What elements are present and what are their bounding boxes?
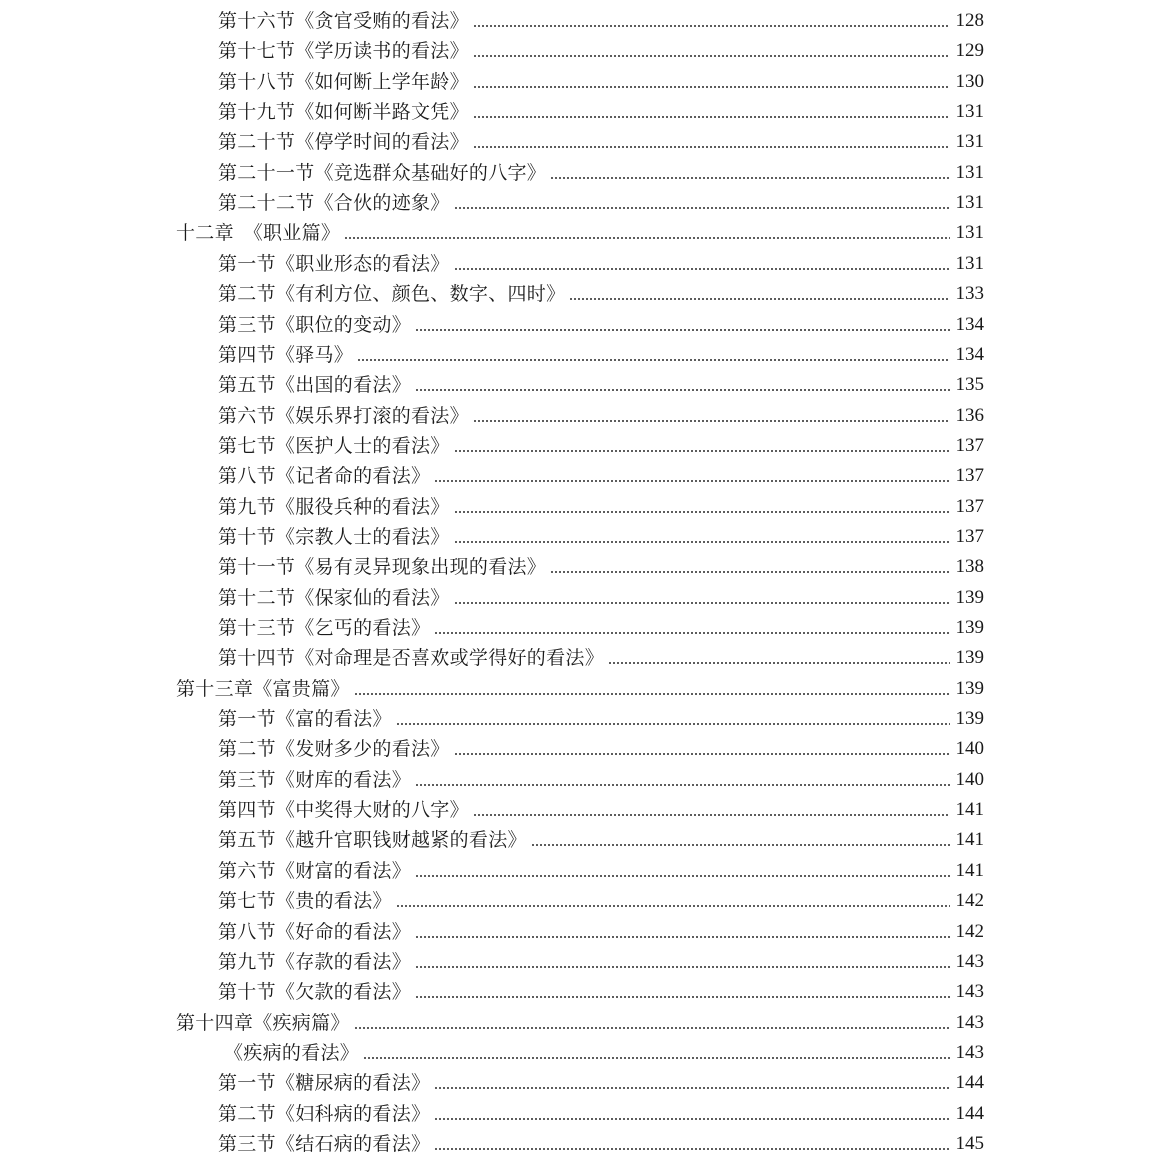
toc-entry[interactable]: [0, 973, 1161, 1003]
toc-entry-page-number: 135: [955, 374, 984, 396]
dot-leader: [473, 25, 950, 27]
toc-entry-page-number: 136: [955, 404, 984, 426]
toc-entry-page-number: 137: [955, 434, 984, 456]
toc-entry-page-number: 139: [955, 617, 984, 638]
toc-entry-page-number: 141: [955, 799, 984, 821]
dot-leader: [473, 86, 950, 88]
dot-leader: [454, 450, 950, 452]
toc-entry-page-number: 143: [955, 1041, 984, 1063]
toc-entry[interactable]: [0, 336, 1161, 366]
toc-entry-page-number: 143: [955, 950, 984, 972]
toc-entry-title: 第十二节《保家仙的看法》: [218, 586, 450, 609]
dot-leader: [454, 511, 950, 513]
toc-entry-title: 第十七节《学历读书的看法》: [218, 40, 469, 63]
toc-entry-page-number: 134: [955, 343, 984, 365]
toc-entry-page-number: 142: [955, 920, 984, 942]
toc-entry[interactable]: [0, 791, 1161, 821]
toc-entry-title: 第十四节《对命理是否喜欢或学得好的看法》: [218, 647, 605, 670]
toc-entry[interactable]: [0, 518, 1161, 548]
toc-entry-page-number: 130: [955, 70, 984, 92]
toc-entry-page-number: 128: [955, 10, 984, 31]
toc-entry[interactable]: [0, 670, 1161, 700]
toc-entry-page-number: 131: [955, 192, 984, 214]
toc-entry[interactable]: [0, 32, 1161, 62]
dot-leader: [473, 420, 950, 422]
toc-entry-title: 第十一节《易有灵异现象出现的看法》: [218, 556, 547, 579]
toc-entry[interactable]: [0, 427, 1161, 457]
dot-leader: [354, 1027, 950, 1029]
toc-entry-title: 第二节《有利方位、颜色、数字、四时》: [218, 283, 566, 306]
toc-entry[interactable]: [0, 579, 1161, 609]
dot-leader: [454, 602, 950, 604]
toc-entry-title: 第十三节《乞丐的看法》: [218, 617, 431, 639]
dot-leader: [473, 116, 950, 118]
toc-entry-page-number: 131: [955, 161, 984, 183]
dot-leader: [344, 237, 950, 239]
toc-entry-page-number: 141: [955, 829, 984, 851]
toc-entry[interactable]: [0, 913, 1161, 943]
toc-entry-title: 第一节《富的看法》: [218, 708, 392, 731]
toc-entry-page-number: 140: [955, 768, 984, 790]
dot-leader: [415, 329, 950, 331]
toc-entry[interactable]: [0, 639, 1161, 669]
toc-entry-title: 第十四章《疾病篇》: [176, 1011, 350, 1034]
toc-entry[interactable]: [0, 184, 1161, 214]
toc-entry-page-number: 131: [955, 252, 984, 274]
dot-leader: [396, 905, 950, 907]
dot-leader: [354, 693, 950, 695]
toc-entry-title: 第十八节《如何断上学年龄》: [218, 70, 469, 93]
dot-leader: [569, 298, 950, 300]
toc-entry[interactable]: [0, 821, 1161, 851]
toc-entry-title: 第十三章《富贵篇》: [176, 677, 350, 700]
toc-entry-page-number: 139: [955, 677, 984, 699]
toc-entry-title: 第四节《中奖得大财的八字》: [218, 799, 469, 822]
dot-leader: [550, 177, 950, 179]
toc-entry-title: 第二节《发财多少的看法》: [218, 738, 450, 761]
toc-entry[interactable]: [0, 93, 1161, 123]
toc-entry-title: 第一节《职业形态的看法》: [218, 252, 450, 275]
toc-entry-title: 第二十二节《合伙的迹象》: [218, 192, 450, 215]
toc-entry-title: 第五节《出国的看法》: [218, 374, 412, 397]
dot-leader: [550, 571, 950, 573]
toc-entry-title: 第八节《好命的看法》: [218, 920, 412, 943]
toc-entry[interactable]: [0, 306, 1161, 336]
toc-entry[interactable]: [0, 123, 1161, 153]
toc-entry[interactable]: [0, 761, 1161, 791]
toc-entry-page-number: 137: [955, 525, 984, 547]
toc-entry[interactable]: [0, 1004, 1161, 1034]
toc-entry-title: 第七节《医护人士的看法》: [218, 434, 450, 457]
toc-entry[interactable]: [0, 275, 1161, 305]
dot-leader: [434, 1148, 950, 1150]
toc-entry[interactable]: [0, 1034, 1161, 1064]
toc-entry-title: 第六节《娱乐界打滚的看法》: [218, 404, 469, 427]
dot-leader: [415, 936, 950, 938]
toc-entry[interactable]: [0, 1064, 1161, 1094]
toc-entry-title: 第七节《贵的看法》: [218, 890, 392, 913]
toc-entry-title: 第九节《服役兵种的看法》: [218, 495, 450, 518]
toc-entry-page-number: 139: [955, 708, 984, 730]
dot-leader: [363, 1057, 950, 1059]
dot-leader: [415, 389, 950, 391]
toc-entry-page-number: 138: [955, 556, 984, 578]
toc-entry-title: 第五节《越升官职钱财越紧的看法》: [218, 829, 527, 852]
toc-entry-page-number: 131: [955, 101, 984, 123]
dot-leader: [415, 784, 950, 786]
dot-leader: [454, 268, 950, 270]
toc-entry[interactable]: [0, 609, 1161, 639]
toc-entry-title: 第二十一节《竞选群众基础好的八字》: [218, 161, 547, 184]
toc-entry[interactable]: [0, 1095, 1161, 1125]
toc-entry-title: 《疾病的看法》: [224, 1041, 360, 1064]
dot-leader: [454, 207, 950, 209]
toc-entry-title: 第十九节《如何断半路文凭》: [218, 101, 469, 124]
toc-entry-title: 第二十节《停学时间的看法》: [218, 131, 469, 154]
toc-entry-page-number: 133: [955, 283, 984, 305]
dot-leader: [357, 359, 950, 361]
dot-leader: [454, 753, 950, 755]
toc-entry-page-number: 137: [955, 465, 984, 487]
toc-entry-page-number: 143: [955, 981, 984, 1003]
toc-entry-title: 第四节《驿马》: [218, 343, 354, 366]
dot-leader: [415, 966, 950, 968]
toc-entry[interactable]: [0, 366, 1161, 396]
toc-entry[interactable]: [0, 457, 1161, 487]
toc-entry[interactable]: [0, 63, 1161, 93]
dot-leader: [531, 844, 950, 846]
dot-leader: [473, 146, 950, 148]
toc-entry-title: 第九节《存款的看法》: [218, 950, 412, 973]
toc-entry-title: 第一节《糖尿病的看法》: [218, 1072, 431, 1095]
toc-entry-page-number: 131: [955, 222, 984, 244]
toc-entry[interactable]: [0, 852, 1161, 882]
toc-entry[interactable]: [0, 943, 1161, 973]
toc-entry-page-number: 141: [955, 859, 984, 881]
toc-entry-page-number: 145: [955, 1132, 984, 1154]
toc-entry[interactable]: [0, 488, 1161, 518]
dot-leader: [415, 996, 950, 998]
toc-entry[interactable]: [0, 214, 1161, 244]
toc-entry[interactable]: [0, 154, 1161, 184]
toc-entry-page-number: 144: [955, 1072, 984, 1094]
toc-entry-title: 第十节《宗教人士的看法》: [218, 525, 450, 548]
dot-leader: [608, 662, 950, 664]
toc-entry-title: 第三节《职位的变动》: [218, 313, 412, 336]
dot-leader: [454, 541, 950, 543]
toc-entry-page-number: 143: [955, 1011, 984, 1033]
toc-entry-title: 第三节《结石病的看法》: [218, 1132, 431, 1155]
toc-entry[interactable]: [0, 548, 1161, 578]
toc-entry[interactable]: [0, 730, 1161, 760]
dot-leader: [415, 875, 950, 877]
toc-entry-page-number: 139: [955, 586, 984, 608]
toc-entry[interactable]: [0, 700, 1161, 730]
dot-leader: [434, 1087, 950, 1089]
dot-leader: [434, 632, 950, 634]
toc-entry-title: 第八节《记者命的看法》: [218, 465, 431, 488]
toc-entry[interactable]: [0, 397, 1161, 427]
toc-entry[interactable]: [0, 2, 1161, 32]
toc-entry-title: 第六节《财富的看法》: [218, 859, 412, 882]
toc-entry-page-number: 139: [955, 647, 984, 669]
toc-entry-page-number: 140: [955, 738, 984, 760]
dot-leader: [434, 480, 950, 482]
dot-leader: [434, 1118, 950, 1120]
toc-entry[interactable]: [0, 245, 1161, 275]
toc-entry-page-number: 137: [955, 495, 984, 517]
dot-leader: [473, 814, 950, 816]
toc-entry-title: 第十六节《贪官受贿的看法》: [218, 10, 469, 32]
toc-entry-title: 第十节《欠款的看法》: [218, 981, 412, 1004]
dot-leader: [396, 723, 950, 725]
toc-entry-page-number: 131: [955, 131, 984, 153]
toc-entry-title: 第二节《妇科病的看法》: [218, 1102, 431, 1125]
toc-entry-page-number: 142: [955, 890, 984, 912]
toc-entry-page-number: 134: [955, 313, 984, 335]
toc-entry-title: 十二章 《职业篇》: [176, 222, 341, 245]
dot-leader: [473, 55, 950, 57]
toc-entry[interactable]: [0, 1125, 1161, 1155]
toc-entry-title: 第三节《财库的看法》: [218, 768, 412, 791]
toc-entry-page-number: 129: [955, 40, 984, 62]
toc-entry[interactable]: [0, 882, 1161, 912]
toc-entry-page-number: 144: [955, 1102, 984, 1124]
